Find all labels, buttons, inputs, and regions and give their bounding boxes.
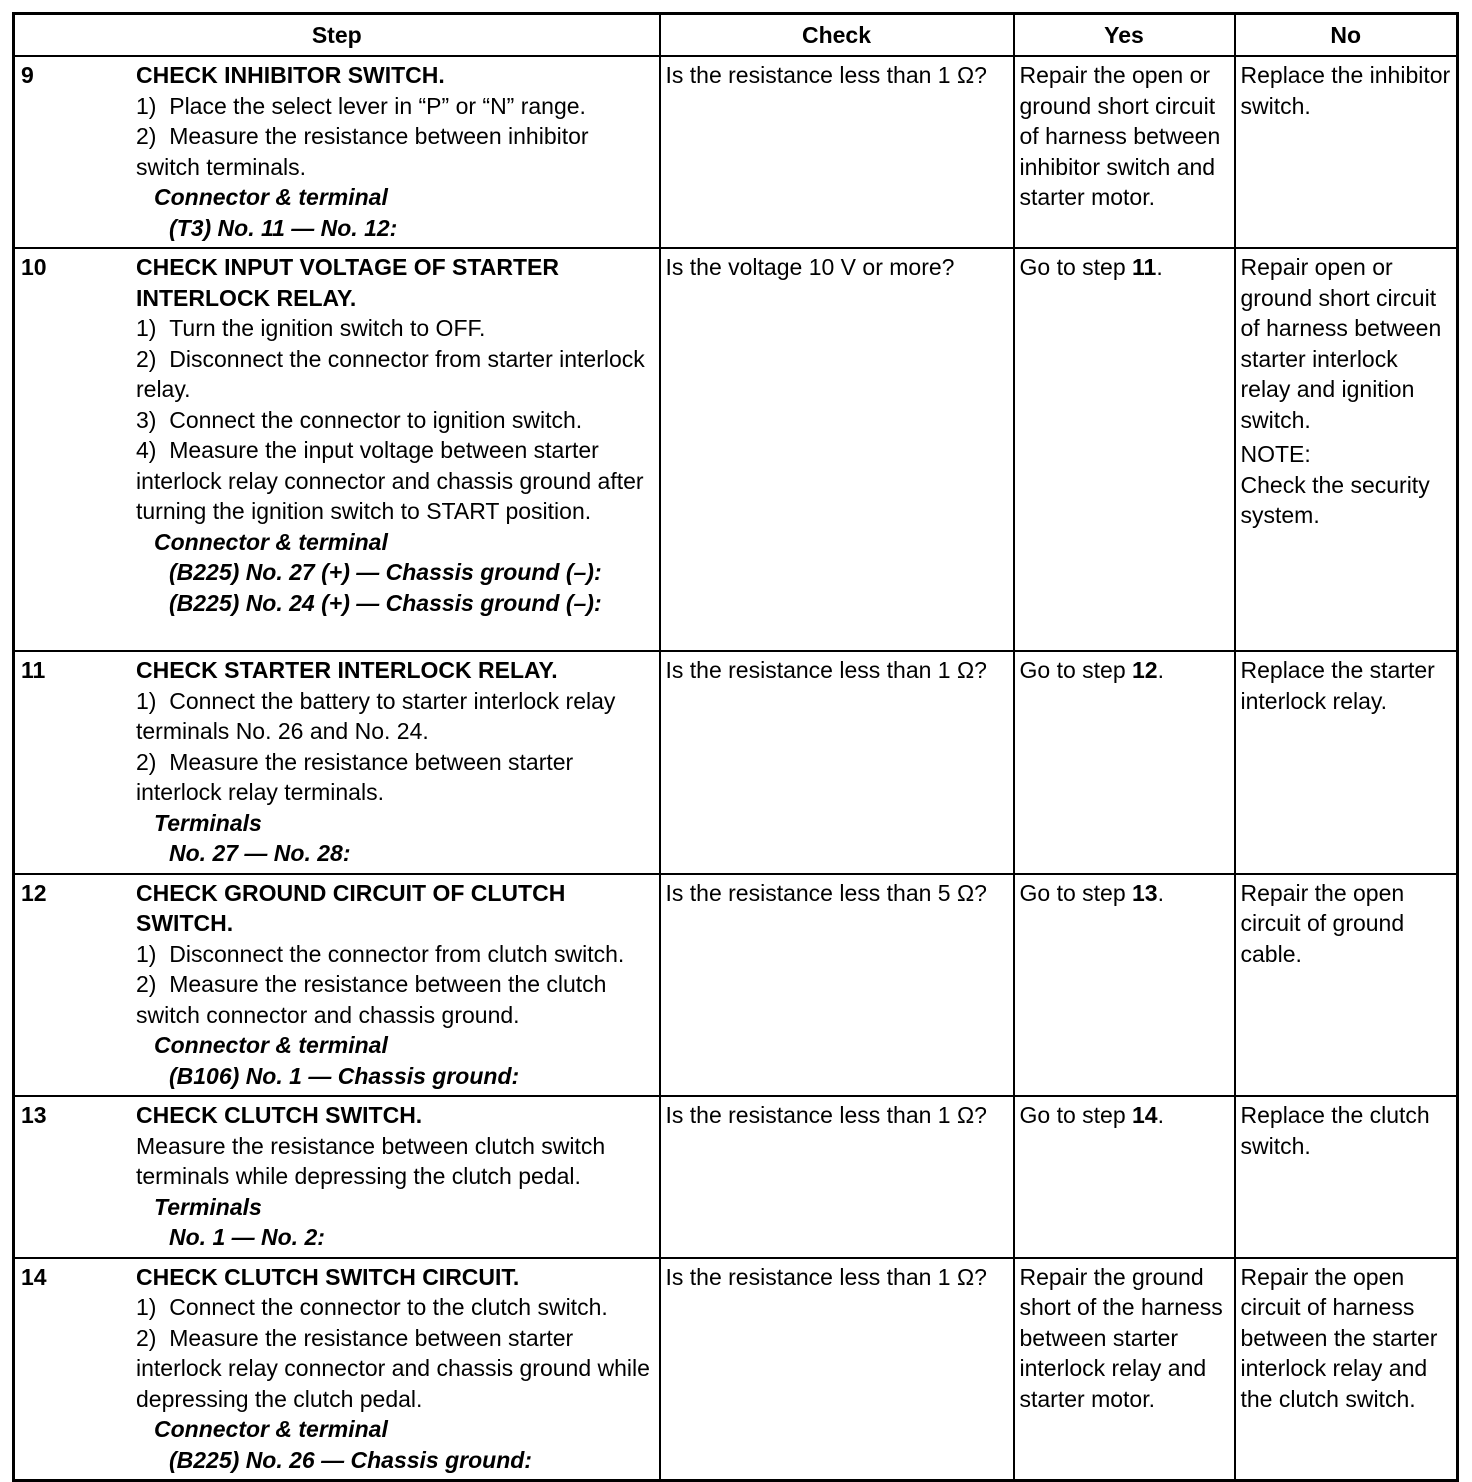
no-text: Repair open or ground short circuit of harness between starter interlock relay and ignition switch. bbox=[1240, 254, 1442, 433]
step-number: 9 bbox=[21, 62, 34, 88]
goto-step-link: 11 bbox=[1132, 254, 1157, 280]
step-cell bbox=[14, 1096, 660, 1258]
step-number: 11 bbox=[21, 657, 46, 683]
step-cell bbox=[14, 1258, 660, 1481]
no-cell: Replace the starter interlock relay. bbox=[1235, 651, 1458, 874]
spec-value: No. 27 — No. 28: bbox=[169, 840, 351, 866]
spec-value: (B225) No. 26 — Chassis ground: bbox=[169, 1446, 532, 1473]
table-row bbox=[14, 56, 1458, 248]
step-instruction: 2) Disconnect the connector from starter interlock relay. bbox=[136, 345, 645, 402]
check-cell: Is the voltage 10 V or more? bbox=[660, 248, 1014, 651]
yes-cell bbox=[1014, 1096, 1235, 1258]
step-instruction: Measure the resistance between clutch switch terminals while depressing the clutch pedal. bbox=[136, 1132, 606, 1189]
check-cell: Is the resistance less than 1 Ω? bbox=[660, 1258, 1014, 1481]
no-cell: Repair the open circuit of harness between the starter interlock relay and the clutch switch. bbox=[1235, 1258, 1458, 1481]
step-title: CHECK GROUND CIRCUIT OF CLUTCH SWITCH. bbox=[136, 879, 566, 936]
step-title: CHECK STARTER INTERLOCK RELAY. bbox=[136, 657, 558, 683]
no-cell: Replace the clutch switch. bbox=[1235, 1096, 1458, 1258]
yes-cell: Repair the open or ground short circuit of harness between inhibitor switch and starter motor. bbox=[1014, 56, 1235, 248]
step-number: 10 bbox=[21, 254, 47, 280]
step-cell bbox=[14, 651, 660, 874]
yes-cell bbox=[1014, 874, 1235, 1097]
diagnostic-table bbox=[12, 12, 1459, 1482]
step-instruction: 1) Disconnect the connector from clutch switch. bbox=[136, 940, 625, 967]
yes-cell bbox=[1014, 248, 1235, 651]
step-number: 12 bbox=[21, 879, 47, 906]
spec-value: (B225) No. 27 (+) — Chassis ground (–): bbox=[169, 559, 602, 585]
yes-suffix: . bbox=[1157, 879, 1164, 906]
yes-cell bbox=[1014, 651, 1235, 874]
spec-value: (B225) No. 24 (+) — Chassis ground (–): bbox=[169, 589, 602, 616]
step-instruction: 1) Turn the ignition switch to OFF. bbox=[136, 315, 486, 341]
step-instruction: 4) Measure the input voltage between starter interlock relay connector and chassis ground after turning the ignition switch to START position. bbox=[136, 437, 644, 524]
step-instruction: 2) Measure the resistance between starter interlock relay terminals. bbox=[136, 748, 574, 805]
no-cell: Repair the open circuit of ground cable. bbox=[1235, 874, 1458, 1097]
note-label: NOTE: bbox=[1240, 441, 1311, 467]
diagnostic-table-page bbox=[12, 12, 1456, 1482]
table-row bbox=[14, 874, 1458, 1097]
goto-step-link: 14 bbox=[1132, 1102, 1158, 1128]
yes-text: Go to step bbox=[1019, 1102, 1133, 1128]
step-title: CHECK CLUTCH SWITCH. bbox=[136, 1102, 423, 1128]
yes-suffix: . bbox=[1156, 254, 1163, 280]
header-check: Check bbox=[660, 14, 1014, 57]
step-cell bbox=[14, 248, 660, 651]
no-cell: Replace the inhibitor switch. bbox=[1235, 56, 1458, 248]
step-instruction: 1) Connect the battery to starter interlock relay terminals No. 26 and No. 24. bbox=[136, 687, 616, 744]
header-step: Step bbox=[14, 14, 660, 57]
check-cell: Is the resistance less than 1 Ω? bbox=[660, 651, 1014, 874]
check-cell: Is the resistance less than 5 Ω? bbox=[660, 874, 1014, 1097]
spec-value: (B106) No. 1 — Chassis ground: bbox=[169, 1062, 520, 1089]
step-instruction: 3) Connect the connector to ignition switch. bbox=[136, 406, 583, 433]
note-text: Check the security system. bbox=[1240, 471, 1430, 528]
step-instruction: 1) Connect the connector to the clutch switch. bbox=[136, 1294, 608, 1320]
step-title: CHECK INHIBITOR SWITCH. bbox=[136, 62, 445, 88]
step-cell bbox=[14, 874, 660, 1097]
step-instruction: 2) Measure the resistance between starter interlock relay connector and chassis ground while depressing the clutch pedal. bbox=[136, 1324, 650, 1412]
step-number: 14 bbox=[21, 1263, 47, 1290]
spec-label: Terminals bbox=[154, 1193, 262, 1220]
goto-step-link: 13 bbox=[1132, 879, 1158, 906]
yes-text: Go to step bbox=[1019, 879, 1133, 906]
yes-text: Go to step bbox=[1019, 254, 1133, 280]
table-row bbox=[14, 248, 1458, 651]
spec-value: No. 1 — No. 2: bbox=[169, 1224, 325, 1250]
yes-suffix: . bbox=[1157, 657, 1164, 683]
header-yes: Yes bbox=[1014, 14, 1235, 57]
step-number: 13 bbox=[21, 1102, 47, 1128]
spec-label: Terminals bbox=[154, 809, 262, 836]
spec-label: Connector & terminal bbox=[154, 1032, 388, 1058]
table-row bbox=[14, 1258, 1458, 1481]
spec-label: Connector & terminal bbox=[154, 184, 388, 210]
table-row bbox=[14, 1096, 1458, 1258]
check-cell: Is the resistance less than 1 Ω? bbox=[660, 1096, 1014, 1258]
yes-cell: Repair the ground short of the harness between starter interlock relay and starter motor. bbox=[1014, 1258, 1235, 1481]
step-instruction: 1) Place the select lever in “P” or “N” range. bbox=[136, 92, 586, 119]
step-instruction: 2) Measure the resistance between inhibitor switch terminals. bbox=[136, 123, 589, 180]
table-row bbox=[14, 651, 1458, 874]
step-instruction: 2) Measure the resistance between the clutch switch connector and chassis ground. bbox=[136, 971, 607, 1028]
step-title: CHECK CLUTCH SWITCH CIRCUIT. bbox=[136, 1263, 520, 1290]
header-no: No bbox=[1235, 14, 1458, 57]
step-title: CHECK INPUT VOLTAGE OF STARTER INTERLOCK RELAY. bbox=[136, 254, 559, 311]
spec-label: Connector & terminal bbox=[154, 528, 388, 555]
yes-text: Go to step bbox=[1019, 657, 1133, 683]
no-cell bbox=[1235, 248, 1458, 651]
goto-step-link: 12 bbox=[1132, 657, 1158, 683]
yes-suffix: . bbox=[1157, 1102, 1164, 1128]
step-cell bbox=[14, 56, 660, 248]
header-row bbox=[14, 14, 1458, 57]
spec-label: Connector & terminal bbox=[154, 1416, 388, 1442]
check-cell: Is the resistance less than 1 Ω? bbox=[660, 56, 1014, 248]
spec-value: (T3) No. 11 — No. 12: bbox=[169, 214, 398, 241]
